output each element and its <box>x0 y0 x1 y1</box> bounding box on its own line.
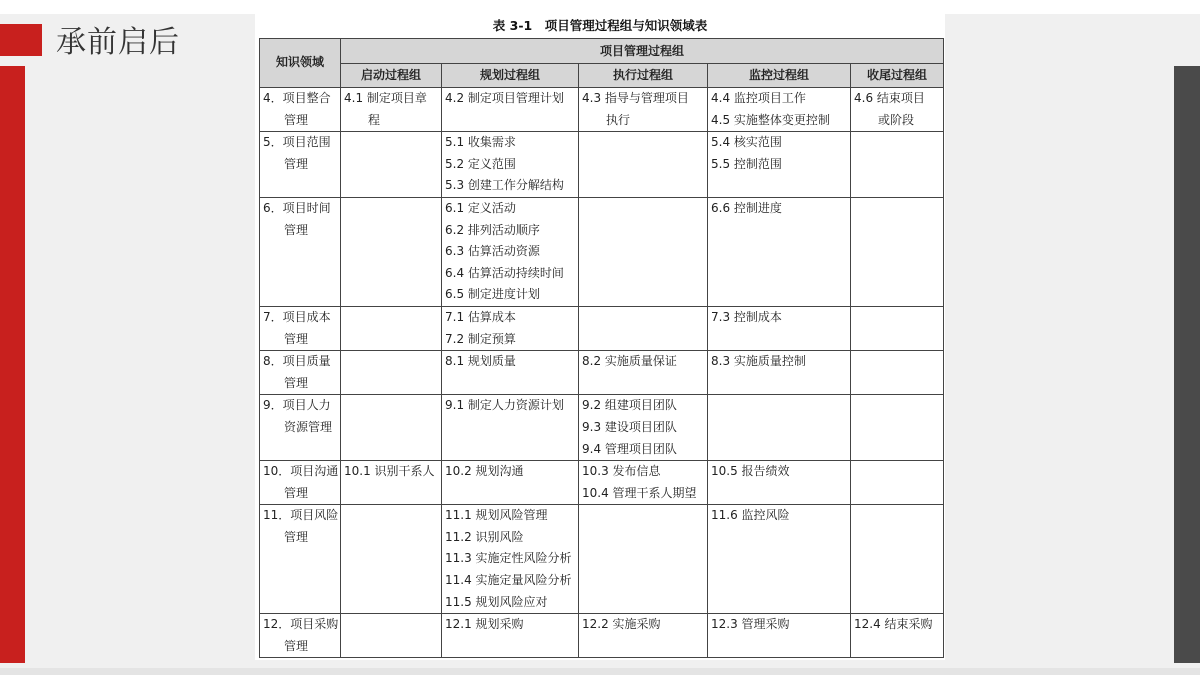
cell-area <box>260 614 341 658</box>
cell-line: 资源管理 <box>284 419 333 434</box>
column-header-monitoring: 监控过程组 <box>708 64 851 88</box>
cell-line: 6.4 估算活动持续时间 <box>445 265 564 280</box>
cell-executing <box>579 88 708 132</box>
cell-monitoring <box>708 197 851 306</box>
cell-line: 10.5 报告绩效 <box>711 464 790 479</box>
cell-line: 9．项目人力 <box>263 398 331 413</box>
cell-line: 8.1 规划质量 <box>445 354 516 369</box>
cell-line: 10.4 管理干系人期望 <box>582 485 697 500</box>
cell-line: 11.3 实施定性风险分析 <box>445 551 572 566</box>
cell-line: 8.3 实施质量控制 <box>711 354 806 369</box>
table-row <box>260 395 944 461</box>
cell-line: 9.2 组建项目团队 <box>582 398 677 413</box>
cell-line: 12.3 管理采购 <box>711 617 790 632</box>
slide-top-strip <box>0 0 1200 14</box>
cell-monitoring <box>708 461 851 505</box>
cell-line: 7．项目成本 <box>263 309 331 324</box>
cell-area <box>260 461 341 505</box>
cell-line: 4.4 监控项目工作 <box>711 91 806 105</box>
cell-area <box>260 306 341 350</box>
cell-area <box>260 505 341 614</box>
slide-title: 承前启后 <box>56 25 180 60</box>
table-row <box>260 132 944 198</box>
cell-monitoring <box>708 351 851 395</box>
column-header-initiating: 启动过程组 <box>341 64 442 88</box>
cell-initiating <box>341 88 442 132</box>
cell-line: 5.4 核实范围 <box>711 135 782 150</box>
cell-planning <box>442 461 579 505</box>
cell-line: 4.5 实施整体变更控制 <box>711 112 830 127</box>
table-image <box>255 14 945 660</box>
cell-executing <box>579 132 708 198</box>
cell-line: 9.1 制定人力资源计划 <box>445 398 564 413</box>
cell-closing <box>851 351 944 395</box>
cell-executing <box>579 306 708 350</box>
cell-line: 10．项目沟通 <box>263 464 339 479</box>
cell-line: 10.2 规划沟通 <box>445 464 524 479</box>
cell-line: 4．项目整合 <box>263 91 331 105</box>
cell-area <box>260 351 341 395</box>
cell-closing <box>851 461 944 505</box>
cell-line: 6．项目时间 <box>263 200 331 215</box>
cell-executing <box>579 614 708 658</box>
cell-line: 12.4 结束采购 <box>854 617 933 632</box>
cell-monitoring <box>708 395 851 461</box>
cell-planning <box>442 197 579 306</box>
cell-line: 4.2 制定项目管理计划 <box>445 91 564 105</box>
cell-line: 或阶段 <box>878 112 915 127</box>
cell-planning <box>442 614 579 658</box>
cell-initiating <box>341 461 442 505</box>
cell-monitoring <box>708 505 851 614</box>
cell-line: 程 <box>368 112 381 127</box>
cell-executing <box>579 197 708 306</box>
cell-line: 4.6 结束项目 <box>854 91 925 105</box>
cell-initiating <box>341 351 442 395</box>
cell-line: 5.1 收集需求 <box>445 135 516 150</box>
cell-line: 5．项目范围 <box>263 135 331 150</box>
cell-line: 执行 <box>606 112 631 127</box>
cell-initiating <box>341 132 442 198</box>
process-knowledge-table <box>259 38 944 658</box>
right-accent-bar <box>1174 66 1200 663</box>
cell-planning <box>442 395 579 461</box>
cell-closing <box>851 614 944 658</box>
table-row <box>260 88 944 132</box>
cell-initiating <box>341 395 442 461</box>
cell-line: 9.3 建设项目团队 <box>582 419 677 434</box>
cell-line: 12．项目采购 <box>263 617 339 632</box>
cell-area <box>260 132 341 198</box>
cell-executing <box>579 505 708 614</box>
cell-line: 4.3 指导与管理项目 <box>582 91 689 105</box>
cell-executing <box>579 395 708 461</box>
cell-planning <box>442 351 579 395</box>
cell-line: 11.6 监控风险 <box>711 508 790 523</box>
cell-line: 管理 <box>284 485 309 500</box>
cell-planning <box>442 505 579 614</box>
cell-closing <box>851 197 944 306</box>
table-row <box>260 306 944 350</box>
cell-line: 8.2 实施质量保证 <box>582 354 677 369</box>
column-header-executing: 执行过程组 <box>579 64 708 88</box>
left-accent-bar <box>0 66 25 663</box>
table-row <box>260 505 944 614</box>
cell-executing <box>579 461 708 505</box>
cell-line: 管理 <box>284 112 309 127</box>
cell-monitoring <box>708 88 851 132</box>
column-header-knowledge-area: 知识领域 <box>260 39 341 88</box>
cell-line: 11．项目风险 <box>263 508 339 523</box>
cell-line: 12.2 实施采购 <box>582 617 661 632</box>
cell-line: 10.1 识别干系人 <box>344 464 435 479</box>
cell-monitoring <box>708 614 851 658</box>
cell-line: 5.2 定义范围 <box>445 156 516 171</box>
cell-line: 9.4 管理项目团队 <box>582 441 677 456</box>
cell-line: 6.1 定义活动 <box>445 200 516 215</box>
column-header-planning: 规划过程组 <box>442 64 579 88</box>
cell-closing <box>851 88 944 132</box>
cell-line: 管理 <box>284 638 309 653</box>
cell-line: 4.1 制定项目章 <box>344 91 427 105</box>
column-header-process-groups: 项目管理过程组 <box>341 39 944 64</box>
cell-line: 管理 <box>284 529 309 544</box>
cell-area <box>260 197 341 306</box>
cell-planning <box>442 306 579 350</box>
cell-initiating <box>341 505 442 614</box>
cell-line: 11.5 规划风险应对 <box>445 594 548 609</box>
cell-monitoring <box>708 306 851 350</box>
cell-initiating <box>341 197 442 306</box>
table-row <box>260 197 944 306</box>
cell-line: 11.4 实施定量风险分析 <box>445 573 572 588</box>
cell-initiating <box>341 306 442 350</box>
cell-planning <box>442 132 579 198</box>
cell-line: 5.5 控制范围 <box>711 156 782 171</box>
cell-line: 管理 <box>284 375 309 390</box>
cell-monitoring <box>708 132 851 198</box>
cell-line: 6.2 排列活动顺序 <box>445 222 540 237</box>
cell-line: 管理 <box>284 222 309 237</box>
cell-initiating <box>341 614 442 658</box>
cell-area <box>260 395 341 461</box>
cell-line: 5.3 创建工作分解结构 <box>445 178 564 193</box>
cell-area <box>260 88 341 132</box>
cell-line: 6.5 制定进度计划 <box>445 287 540 302</box>
slide-bottom-strip <box>0 668 1200 675</box>
title-accent-tab <box>0 24 42 56</box>
cell-planning <box>442 88 579 132</box>
cell-line: 12.1 规划采购 <box>445 617 524 632</box>
table-row <box>260 461 944 505</box>
cell-line: 11.2 识别风险 <box>445 529 524 544</box>
cell-closing <box>851 132 944 198</box>
table-caption: 表 3-1 项目管理过程组与知识领域表 <box>492 18 708 33</box>
cell-line: 管理 <box>284 331 309 346</box>
cell-closing <box>851 395 944 461</box>
cell-line: 7.3 控制成本 <box>711 309 782 324</box>
cell-line: 7.1 估算成本 <box>445 309 516 324</box>
cell-closing <box>851 306 944 350</box>
cell-line: 6.3 估算活动资源 <box>445 244 540 259</box>
cell-executing <box>579 351 708 395</box>
cell-line: 7.2 制定预算 <box>445 331 516 346</box>
cell-line: 8．项目质量 <box>263 354 331 369</box>
column-header-closing: 收尾过程组 <box>851 64 944 88</box>
table-row <box>260 351 944 395</box>
cell-line: 10.3 发布信息 <box>582 464 661 479</box>
cell-line: 11.1 规划风险管理 <box>445 508 548 523</box>
cell-line: 管理 <box>284 156 309 171</box>
cell-closing <box>851 505 944 614</box>
cell-line: 6.6 控制进度 <box>711 200 782 215</box>
table-row <box>260 614 944 658</box>
